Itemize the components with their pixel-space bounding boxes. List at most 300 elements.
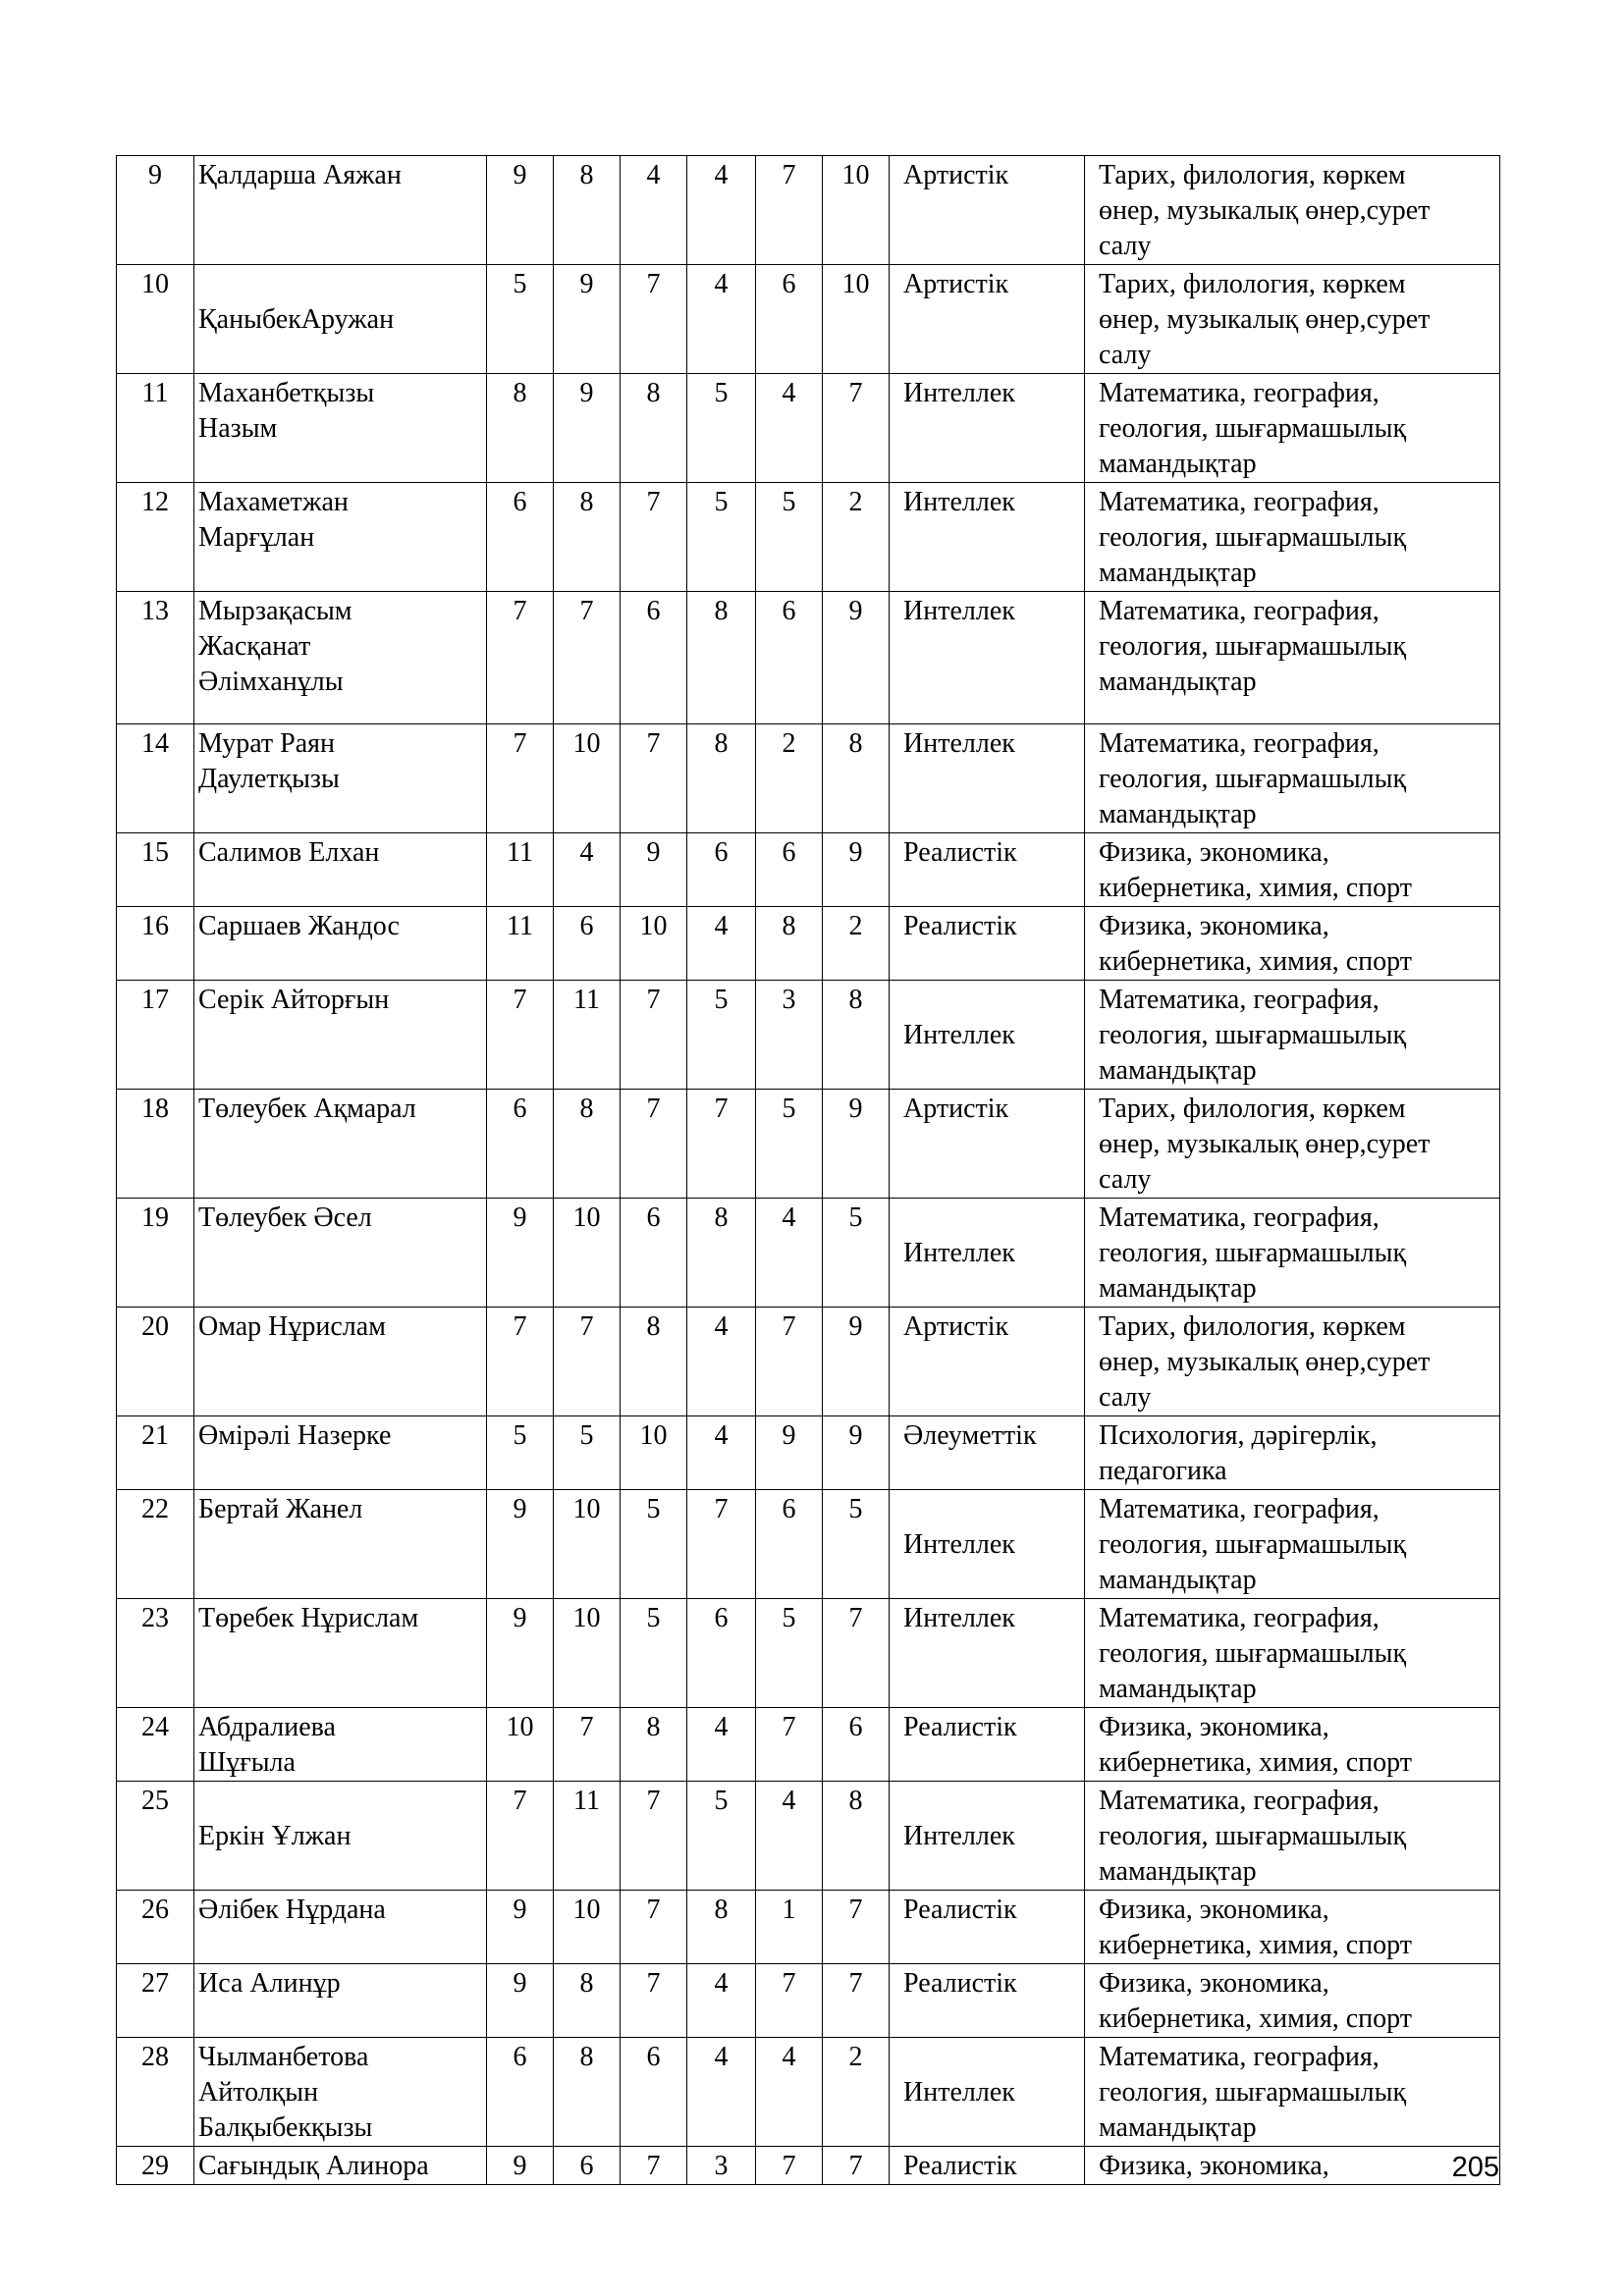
student-name-cell: [194, 1708, 487, 1782]
row-number-cell-text: 27: [141, 1968, 169, 1999]
score-cell: [554, 1891, 621, 1964]
personality-type-cell: [890, 1308, 1085, 1416]
score-cell: [687, 1090, 756, 1199]
score-cell: [487, 374, 554, 483]
student-name-cell: [194, 156, 487, 265]
personality-type-cell: [890, 374, 1085, 483]
personality-type-cell: [890, 592, 1085, 724]
score-cell: [621, 2038, 687, 2147]
student-name-cell: [194, 724, 487, 833]
score-cell-text: 8: [848, 985, 863, 1015]
score-cell-text: 6: [714, 1603, 729, 1633]
score-cell: [554, 1708, 621, 1782]
student-name-cell-text: Абдралиева Шұғыла: [198, 1712, 336, 1778]
student-name-cell-text: Салимов Елхан: [198, 837, 380, 868]
score-cell-text: 5: [714, 985, 729, 1015]
student-name-cell: [194, 1090, 487, 1199]
score-cell: [756, 1891, 823, 1964]
row-number-cell-text: 25: [141, 1786, 169, 1816]
personality-type-cell-text: Әлеуметтік: [903, 1420, 1037, 1451]
personality-type-cell-text: Интеллек: [903, 1238, 1015, 1268]
student-name-cell-text: Төлеубек Әсел: [198, 1202, 372, 1233]
score-cell: [621, 592, 687, 724]
score-cell: [823, 1490, 890, 1599]
table-row: [117, 1782, 1500, 1891]
row-number-cell: [117, 483, 194, 592]
table-row: [117, 483, 1500, 592]
score-cell: [823, 724, 890, 833]
score-cell: [554, 1308, 621, 1416]
student-name-cell: [194, 374, 487, 483]
score-cell-text: 6: [646, 596, 661, 626]
score-cell: [823, 592, 890, 724]
score-cell-text: 8: [579, 2042, 594, 2072]
score-cell: [687, 1599, 756, 1708]
score-cell-text: 9: [513, 1968, 527, 1999]
student-name-cell: [194, 592, 487, 724]
score-cell-text: 8: [848, 728, 863, 759]
student-name-cell-text: Мырзақасым Жасқанат Әлімханұлы: [198, 596, 352, 697]
score-cell-text: 8: [579, 160, 594, 190]
score-cell: [823, 2147, 890, 2185]
score-cell-text: 6: [646, 2042, 661, 2072]
score-cell-text: 4: [714, 1968, 729, 1999]
score-cell-text: 10: [572, 1494, 601, 1524]
professions-cell-text: Математика, география, геология, шығармашылық мамандықтар: [1099, 1202, 1407, 1304]
score-cell-text: 11: [507, 837, 533, 868]
score-cell-text: 7: [646, 2151, 661, 2181]
score-cell-text: 4: [714, 160, 729, 190]
personality-type-cell-text: Интеллек: [903, 1529, 1015, 1560]
professions-cell-text: Математика, география, геология, шығармашылық мамандықтар: [1099, 728, 1407, 829]
score-cell-text: 6: [513, 1094, 527, 1124]
student-name-cell: [194, 981, 487, 1090]
student-name-cell-text: Серік Айторғын: [198, 985, 390, 1015]
score-cell: [687, 1199, 756, 1308]
score-cell: [621, 1782, 687, 1891]
score-cell: [687, 1708, 756, 1782]
score-cell: [687, 1416, 756, 1490]
score-cell: [554, 724, 621, 833]
professions-cell: [1085, 833, 1500, 907]
score-cell-text: 7: [513, 728, 527, 759]
score-cell: [823, 1964, 890, 2038]
score-cell-text: 9: [513, 1603, 527, 1633]
personality-type-cell-text: Интеллек: [903, 487, 1015, 517]
score-cell: [554, 1416, 621, 1490]
student-name-cell-text: Әлібек Нұрдана: [198, 1895, 386, 1925]
student-name-cell-text: Өмірәлі Назерке: [198, 1420, 392, 1451]
score-cell-text: 5: [646, 1494, 661, 1524]
table-row: [117, 2147, 1500, 2185]
score-cell-text: 7: [646, 1094, 661, 1124]
score-cell: [823, 1891, 890, 1964]
score-cell-text: 10: [506, 1712, 534, 1742]
score-cell-text: 9: [513, 2151, 527, 2181]
table-row: [117, 833, 1500, 907]
score-cell-text: 2: [848, 487, 863, 517]
score-cell-text: 7: [714, 1094, 729, 1124]
student-name-cell: [194, 1490, 487, 1599]
student-name-cell: [194, 833, 487, 907]
student-name-cell: [194, 1199, 487, 1308]
score-cell: [621, 1416, 687, 1490]
professions-cell: [1085, 1490, 1500, 1599]
row-number-cell: [117, 1199, 194, 1308]
score-cell: [756, 1708, 823, 1782]
table-row: [117, 1090, 1500, 1199]
score-cell: [687, 483, 756, 592]
score-cell: [487, 483, 554, 592]
score-cell: [687, 1964, 756, 2038]
student-name-cell-text: Маханбетқызы Назым: [198, 378, 375, 444]
score-cell: [687, 592, 756, 724]
score-cell-text: 8: [714, 728, 729, 759]
score-cell: [756, 981, 823, 1090]
student-name-cell-text: ҚаныбекАружан: [198, 304, 395, 335]
row-number-cell-text: 10: [141, 269, 169, 299]
personality-type-cell: [890, 1964, 1085, 2038]
score-cell-text: 4: [579, 837, 594, 868]
professions-cell: [1085, 592, 1500, 724]
personality-type-cell: [890, 1708, 1085, 1782]
personality-type-cell-text: Реалистік: [903, 1968, 1017, 1999]
score-cell-text: 9: [848, 837, 863, 868]
score-cell-text: 7: [782, 2151, 796, 2181]
professions-cell: [1085, 1308, 1500, 1416]
personality-type-cell: [890, 1199, 1085, 1308]
table-row: [117, 1308, 1500, 1416]
score-cell-text: 8: [714, 1895, 729, 1925]
score-cell: [687, 907, 756, 981]
row-number-cell-text: 12: [141, 487, 169, 517]
table-body: [117, 156, 1500, 2185]
score-cell: [554, 156, 621, 265]
score-cell: [756, 1308, 823, 1416]
row-number-cell: [117, 2147, 194, 2185]
row-number-cell-text: 28: [141, 2042, 169, 2072]
score-cell: [554, 265, 621, 374]
page-number: 205: [1451, 2152, 1499, 2183]
score-cell: [621, 1708, 687, 1782]
row-number-cell-text: 24: [141, 1712, 169, 1742]
score-cell-text: 5: [646, 1603, 661, 1633]
score-cell: [687, 833, 756, 907]
score-cell-text: 6: [782, 1494, 796, 1524]
row-number-cell-text: 26: [141, 1895, 169, 1925]
row-number-cell-text: 22: [141, 1494, 169, 1524]
row-number-cell: [117, 833, 194, 907]
score-cell-text: 8: [579, 1968, 594, 1999]
score-cell: [756, 483, 823, 592]
professions-cell-text: Тарих, филология, көркем өнер, музыкалық өнер,сурет салу: [1099, 1311, 1431, 1413]
personality-type-cell: [890, 265, 1085, 374]
professions-cell: [1085, 2147, 1500, 2185]
row-number-cell: [117, 1490, 194, 1599]
student-name-cell: [194, 483, 487, 592]
score-cell: [756, 1416, 823, 1490]
score-cell-text: 7: [848, 1603, 863, 1633]
student-name-cell: [194, 265, 487, 374]
table-row: [117, 1599, 1500, 1708]
personality-type-cell: [890, 1416, 1085, 1490]
professions-cell-text: Математика, география, геология, шығармашылық мамандықтар: [1099, 985, 1407, 1086]
score-cell: [487, 981, 554, 1090]
score-cell: [621, 1891, 687, 1964]
score-cell: [554, 981, 621, 1090]
score-cell-text: 8: [782, 911, 796, 941]
score-cell-text: 7: [579, 596, 594, 626]
score-cell: [487, 833, 554, 907]
table-row: [117, 1490, 1500, 1599]
student-name-cell-text: Омар Нұрислам: [198, 1311, 386, 1342]
score-cell-text: 7: [646, 985, 661, 1015]
score-cell: [621, 833, 687, 907]
score-cell: [621, 2147, 687, 2185]
score-cell-text: 4: [782, 1786, 796, 1816]
score-cell: [756, 1782, 823, 1891]
score-cell-text: 7: [513, 1311, 527, 1342]
score-cell-text: 7: [782, 1968, 796, 1999]
table-row: [117, 156, 1500, 265]
score-cell: [621, 1964, 687, 2038]
score-cell: [621, 981, 687, 1090]
score-cell: [487, 2038, 554, 2147]
score-cell-text: 8: [513, 378, 527, 408]
score-cell-text: 4: [714, 1311, 729, 1342]
score-cell: [621, 1090, 687, 1199]
score-cell-text: 7: [513, 1786, 527, 1816]
row-number-cell: [117, 1708, 194, 1782]
score-cell-text: 1: [782, 1895, 796, 1925]
personality-type-cell-text: Реалистік: [903, 1712, 1017, 1742]
row-number-cell-text: 9: [148, 160, 162, 190]
professions-cell-text: Физика, экономика,: [1099, 2151, 1329, 2181]
score-cell: [621, 156, 687, 265]
score-cell: [487, 907, 554, 981]
score-cell-text: 7: [782, 1311, 796, 1342]
score-cell-text: 5: [782, 1094, 796, 1124]
row-number-cell: [117, 1599, 194, 1708]
professions-cell-text: Тарих, филология, көркем өнер, музыкалық өнер,сурет салу: [1099, 269, 1431, 370]
professions-cell: [1085, 981, 1500, 1090]
score-cell-text: 11: [573, 1786, 600, 1816]
student-name-cell: [194, 1308, 487, 1416]
score-cell-text: 8: [646, 1311, 661, 1342]
row-number-cell-text: 20: [141, 1311, 169, 1342]
professions-cell: [1085, 1782, 1500, 1891]
professions-cell: [1085, 907, 1500, 981]
personality-type-cell: [890, 2147, 1085, 2185]
student-name-cell: [194, 907, 487, 981]
professions-cell-text: Физика, экономика, кибернетика, химия, спорт: [1099, 1895, 1412, 1960]
score-cell: [554, 483, 621, 592]
row-number-cell-text: 29: [141, 2151, 169, 2181]
personality-type-cell: [890, 724, 1085, 833]
row-number-cell: [117, 1308, 194, 1416]
score-cell-text: 9: [848, 1420, 863, 1451]
score-cell: [554, 907, 621, 981]
score-cell: [756, 1090, 823, 1199]
score-cell-text: 9: [579, 378, 594, 408]
score-cell-text: 9: [513, 160, 527, 190]
score-cell-text: 4: [714, 1712, 729, 1742]
professions-cell-text: Математика, география, геология, шығармашылық мамандықтар: [1099, 1494, 1407, 1595]
professions-cell-text: Тарих, филология, көркем өнер, музыкалық өнер,сурет салу: [1099, 160, 1431, 261]
score-cell: [687, 374, 756, 483]
score-cell-text: 5: [782, 487, 796, 517]
score-cell-text: 7: [579, 1712, 594, 1742]
student-name-cell: [194, 2147, 487, 2185]
score-cell-text: 7: [848, 378, 863, 408]
row-number-cell-text: 13: [141, 596, 169, 626]
score-cell: [687, 1891, 756, 1964]
student-name-cell-text: Бертай Жанел: [198, 1494, 363, 1524]
professions-cell-text: Психология, дәрігерлік, педагогика: [1099, 1420, 1378, 1486]
table-row: [117, 592, 1500, 724]
personality-type-cell: [890, 1090, 1085, 1199]
score-cell-text: 5: [848, 1202, 863, 1233]
score-cell-text: 9: [646, 837, 661, 868]
score-cell: [823, 1199, 890, 1308]
table-row: [117, 981, 1500, 1090]
row-number-cell-text: 14: [141, 728, 169, 759]
student-name-cell-text: Махаметжан Марғұлан: [198, 487, 349, 553]
professions-cell: [1085, 483, 1500, 592]
score-cell-text: 5: [714, 378, 729, 408]
score-cell: [554, 374, 621, 483]
table-row: [117, 1708, 1500, 1782]
score-cell: [554, 592, 621, 724]
professions-cell-text: Математика, география, геология, шығармашылық мамандықтар: [1099, 1786, 1407, 1887]
score-cell-text: 2: [782, 728, 796, 759]
results-table: [116, 155, 1500, 2185]
score-cell: [554, 2038, 621, 2147]
score-cell-text: 2: [848, 2042, 863, 2072]
score-cell: [823, 265, 890, 374]
score-cell-text: 10: [841, 269, 870, 299]
score-cell-text: 10: [639, 911, 668, 941]
score-cell: [621, 1599, 687, 1708]
row-number-cell: [117, 981, 194, 1090]
score-cell: [487, 1308, 554, 1416]
table-row: [117, 1964, 1500, 2038]
score-cell: [487, 1199, 554, 1308]
row-number-cell: [117, 265, 194, 374]
personality-type-cell: [890, 907, 1085, 981]
personality-type-cell-text: Реалистік: [903, 911, 1017, 941]
score-cell-text: 7: [646, 1786, 661, 1816]
score-cell: [756, 1599, 823, 1708]
score-cell-text: 6: [714, 837, 729, 868]
row-number-cell-text: 15: [141, 837, 169, 868]
score-cell: [823, 1599, 890, 1708]
score-cell: [554, 2147, 621, 2185]
score-cell-text: 6: [513, 487, 527, 517]
row-number-cell: [117, 1891, 194, 1964]
row-number-cell-text: 21: [141, 1420, 169, 1451]
score-cell: [687, 1308, 756, 1416]
score-cell: [554, 1782, 621, 1891]
student-name-cell-text: Қалдарша Аяжан: [198, 160, 402, 190]
score-cell: [756, 1964, 823, 2038]
professions-cell-text: Математика, география, геология, шығармашылық мамандықтар: [1099, 1603, 1407, 1704]
score-cell: [487, 1782, 554, 1891]
personality-type-cell-text: Интеллек: [903, 378, 1015, 408]
score-cell-text: 6: [782, 596, 796, 626]
row-number-cell: [117, 724, 194, 833]
score-cell: [554, 1090, 621, 1199]
score-cell-text: 7: [646, 487, 661, 517]
personality-type-cell-text: Интеллек: [903, 2077, 1015, 2108]
score-cell: [487, 1708, 554, 1782]
score-cell: [554, 1199, 621, 1308]
score-cell: [756, 265, 823, 374]
table-row: [117, 374, 1500, 483]
score-cell-text: 4: [714, 911, 729, 941]
score-cell-text: 4: [646, 160, 661, 190]
student-name-cell-text: Чылманбетова Айтолқын Балқыбекқызы: [198, 2042, 373, 2143]
score-cell-text: 9: [513, 1494, 527, 1524]
table-row: [117, 265, 1500, 374]
score-cell-text: 5: [848, 1494, 863, 1524]
professions-cell: [1085, 1891, 1500, 1964]
score-cell: [756, 2038, 823, 2147]
score-cell: [554, 1964, 621, 2038]
table-row: [117, 1891, 1500, 1964]
score-cell-text: 7: [513, 985, 527, 1015]
score-cell: [487, 1490, 554, 1599]
score-cell-text: 5: [714, 487, 729, 517]
score-cell-text: 10: [572, 1895, 601, 1925]
professions-cell: [1085, 1599, 1500, 1708]
row-number-cell: [117, 1416, 194, 1490]
score-cell: [621, 1199, 687, 1308]
professions-cell-text: Математика, география, геология, шығармашылық мамандықтар: [1099, 596, 1407, 697]
personality-type-cell-text: Интеллек: [903, 1603, 1015, 1633]
score-cell-text: 8: [646, 1712, 661, 1742]
score-cell-text: 4: [714, 2042, 729, 2072]
score-cell: [487, 1599, 554, 1708]
score-cell: [621, 1308, 687, 1416]
score-cell: [823, 156, 890, 265]
score-cell: [756, 156, 823, 265]
score-cell-text: 7: [848, 1895, 863, 1925]
student-name-cell: [194, 1416, 487, 1490]
score-cell: [823, 833, 890, 907]
score-cell-text: 11: [507, 911, 533, 941]
score-cell-text: 9: [513, 1202, 527, 1233]
score-cell: [823, 1708, 890, 1782]
professions-cell: [1085, 1416, 1500, 1490]
personality-type-cell-text: Интеллек: [903, 596, 1015, 626]
score-cell: [487, 2147, 554, 2185]
score-cell: [487, 1416, 554, 1490]
score-cell: [823, 1782, 890, 1891]
score-cell: [487, 592, 554, 724]
professions-cell-text: Физика, экономика, кибернетика, химия, спорт: [1099, 1712, 1412, 1778]
score-cell-text: 10: [841, 160, 870, 190]
score-cell: [554, 833, 621, 907]
score-cell-text: 10: [572, 1202, 601, 1233]
row-number-cell-text: 19: [141, 1202, 169, 1233]
score-cell-text: 4: [782, 1202, 796, 1233]
score-cell: [756, 907, 823, 981]
score-cell-text: 9: [848, 1311, 863, 1342]
personality-type-cell-text: Артистік: [903, 160, 1009, 190]
score-cell: [487, 1090, 554, 1199]
score-cell-text: 9: [513, 1895, 527, 1925]
